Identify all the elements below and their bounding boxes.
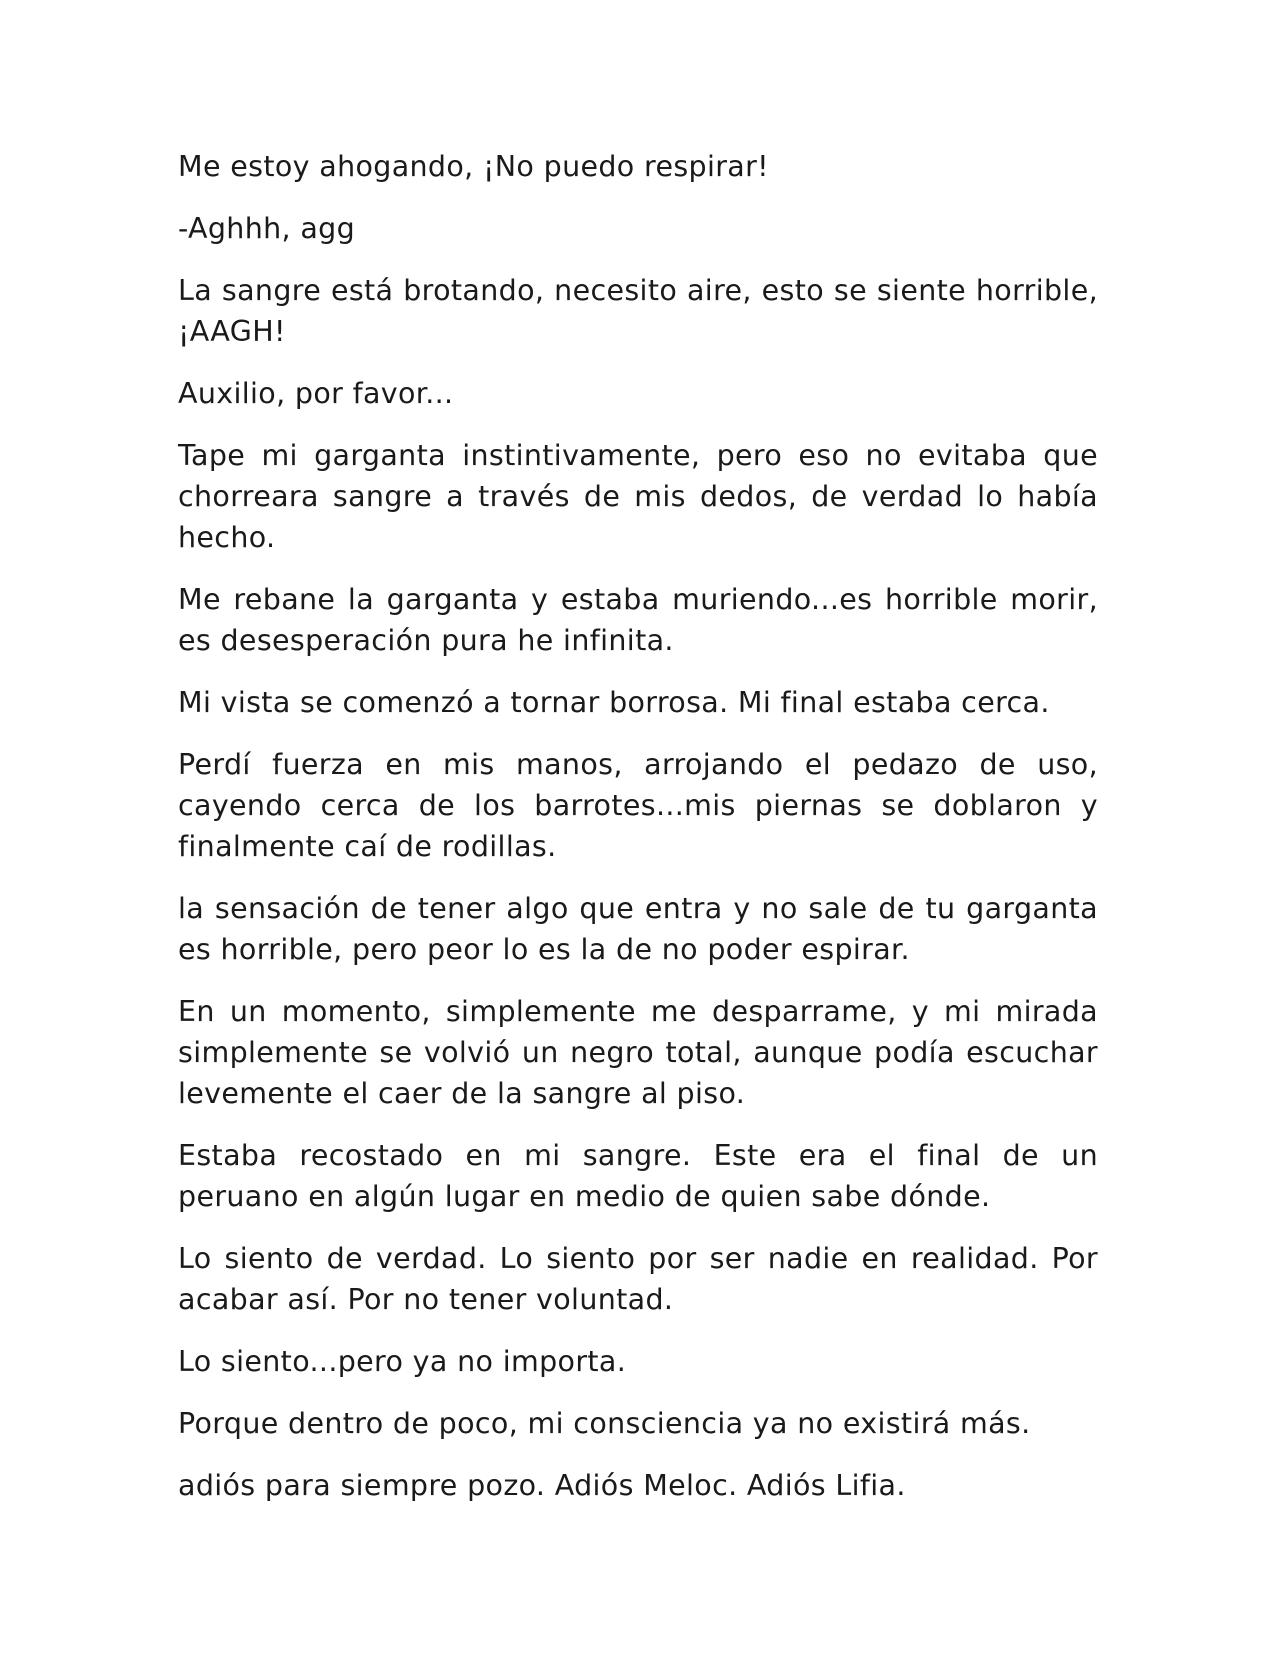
paragraph: adiós para siempre pozo. Adiós Meloc. Adiós Lifia.: [178, 1469, 906, 1502]
paragraph: la sensación de tener algo que entra y no sale de tu garganta es horrible, pero peor lo es la de no poder espirar.: [178, 892, 1098, 966]
paragraph: Perdí fuerza en mis manos, arrojando el pedazo de uso, cayendo cerca de los barrotes...mis piernas se doblaron y finalmente caí de rodillas.: [178, 748, 1098, 863]
paragraph: -Aghhh, agg: [178, 212, 356, 245]
paragraph: Lo siento de verdad. Lo siento por ser nadie en realidad. Por acabar así. Por no tener voluntad.: [178, 1242, 1098, 1316]
paragraph: Me estoy ahogando, ¡No puedo respirar!: [178, 150, 769, 183]
paragraph: Lo siento...pero ya no importa.: [178, 1345, 627, 1378]
paragraph: Mi vista se comenzó a tornar borrosa. Mi final estaba cerca.: [178, 686, 1050, 719]
body-text: [178, 146, 1098, 1527]
paragraph: Tape mi garganta instintivamente, pero eso no evitaba que chorreara sangre a través de mis dedos, de verdad lo había hecho.: [178, 439, 1098, 554]
paragraph: Porque dentro de poco, mi consciencia ya no existirá más.: [178, 1407, 1031, 1440]
paragraph: Auxilio, por favor...: [178, 377, 454, 410]
paragraph: Estaba recostado en mi sangre. Este era el final de un peruano en algún lugar en medio de quien sabe dónde.: [178, 1139, 1098, 1213]
paragraph: La sangre está brotando, necesito aire, esto se siente horrible, ¡AAGH!: [178, 274, 1098, 348]
paragraph: Me rebane la garganta y estaba muriendo...es horrible morir, es desesperación pura he infinita.: [178, 583, 1098, 657]
paragraph: En un momento, simplemente me desparrame, y mi mirada simplemente se volvió un negro total, aunque podía escuchar levemente el caer de la sangre al piso.: [178, 995, 1098, 1110]
